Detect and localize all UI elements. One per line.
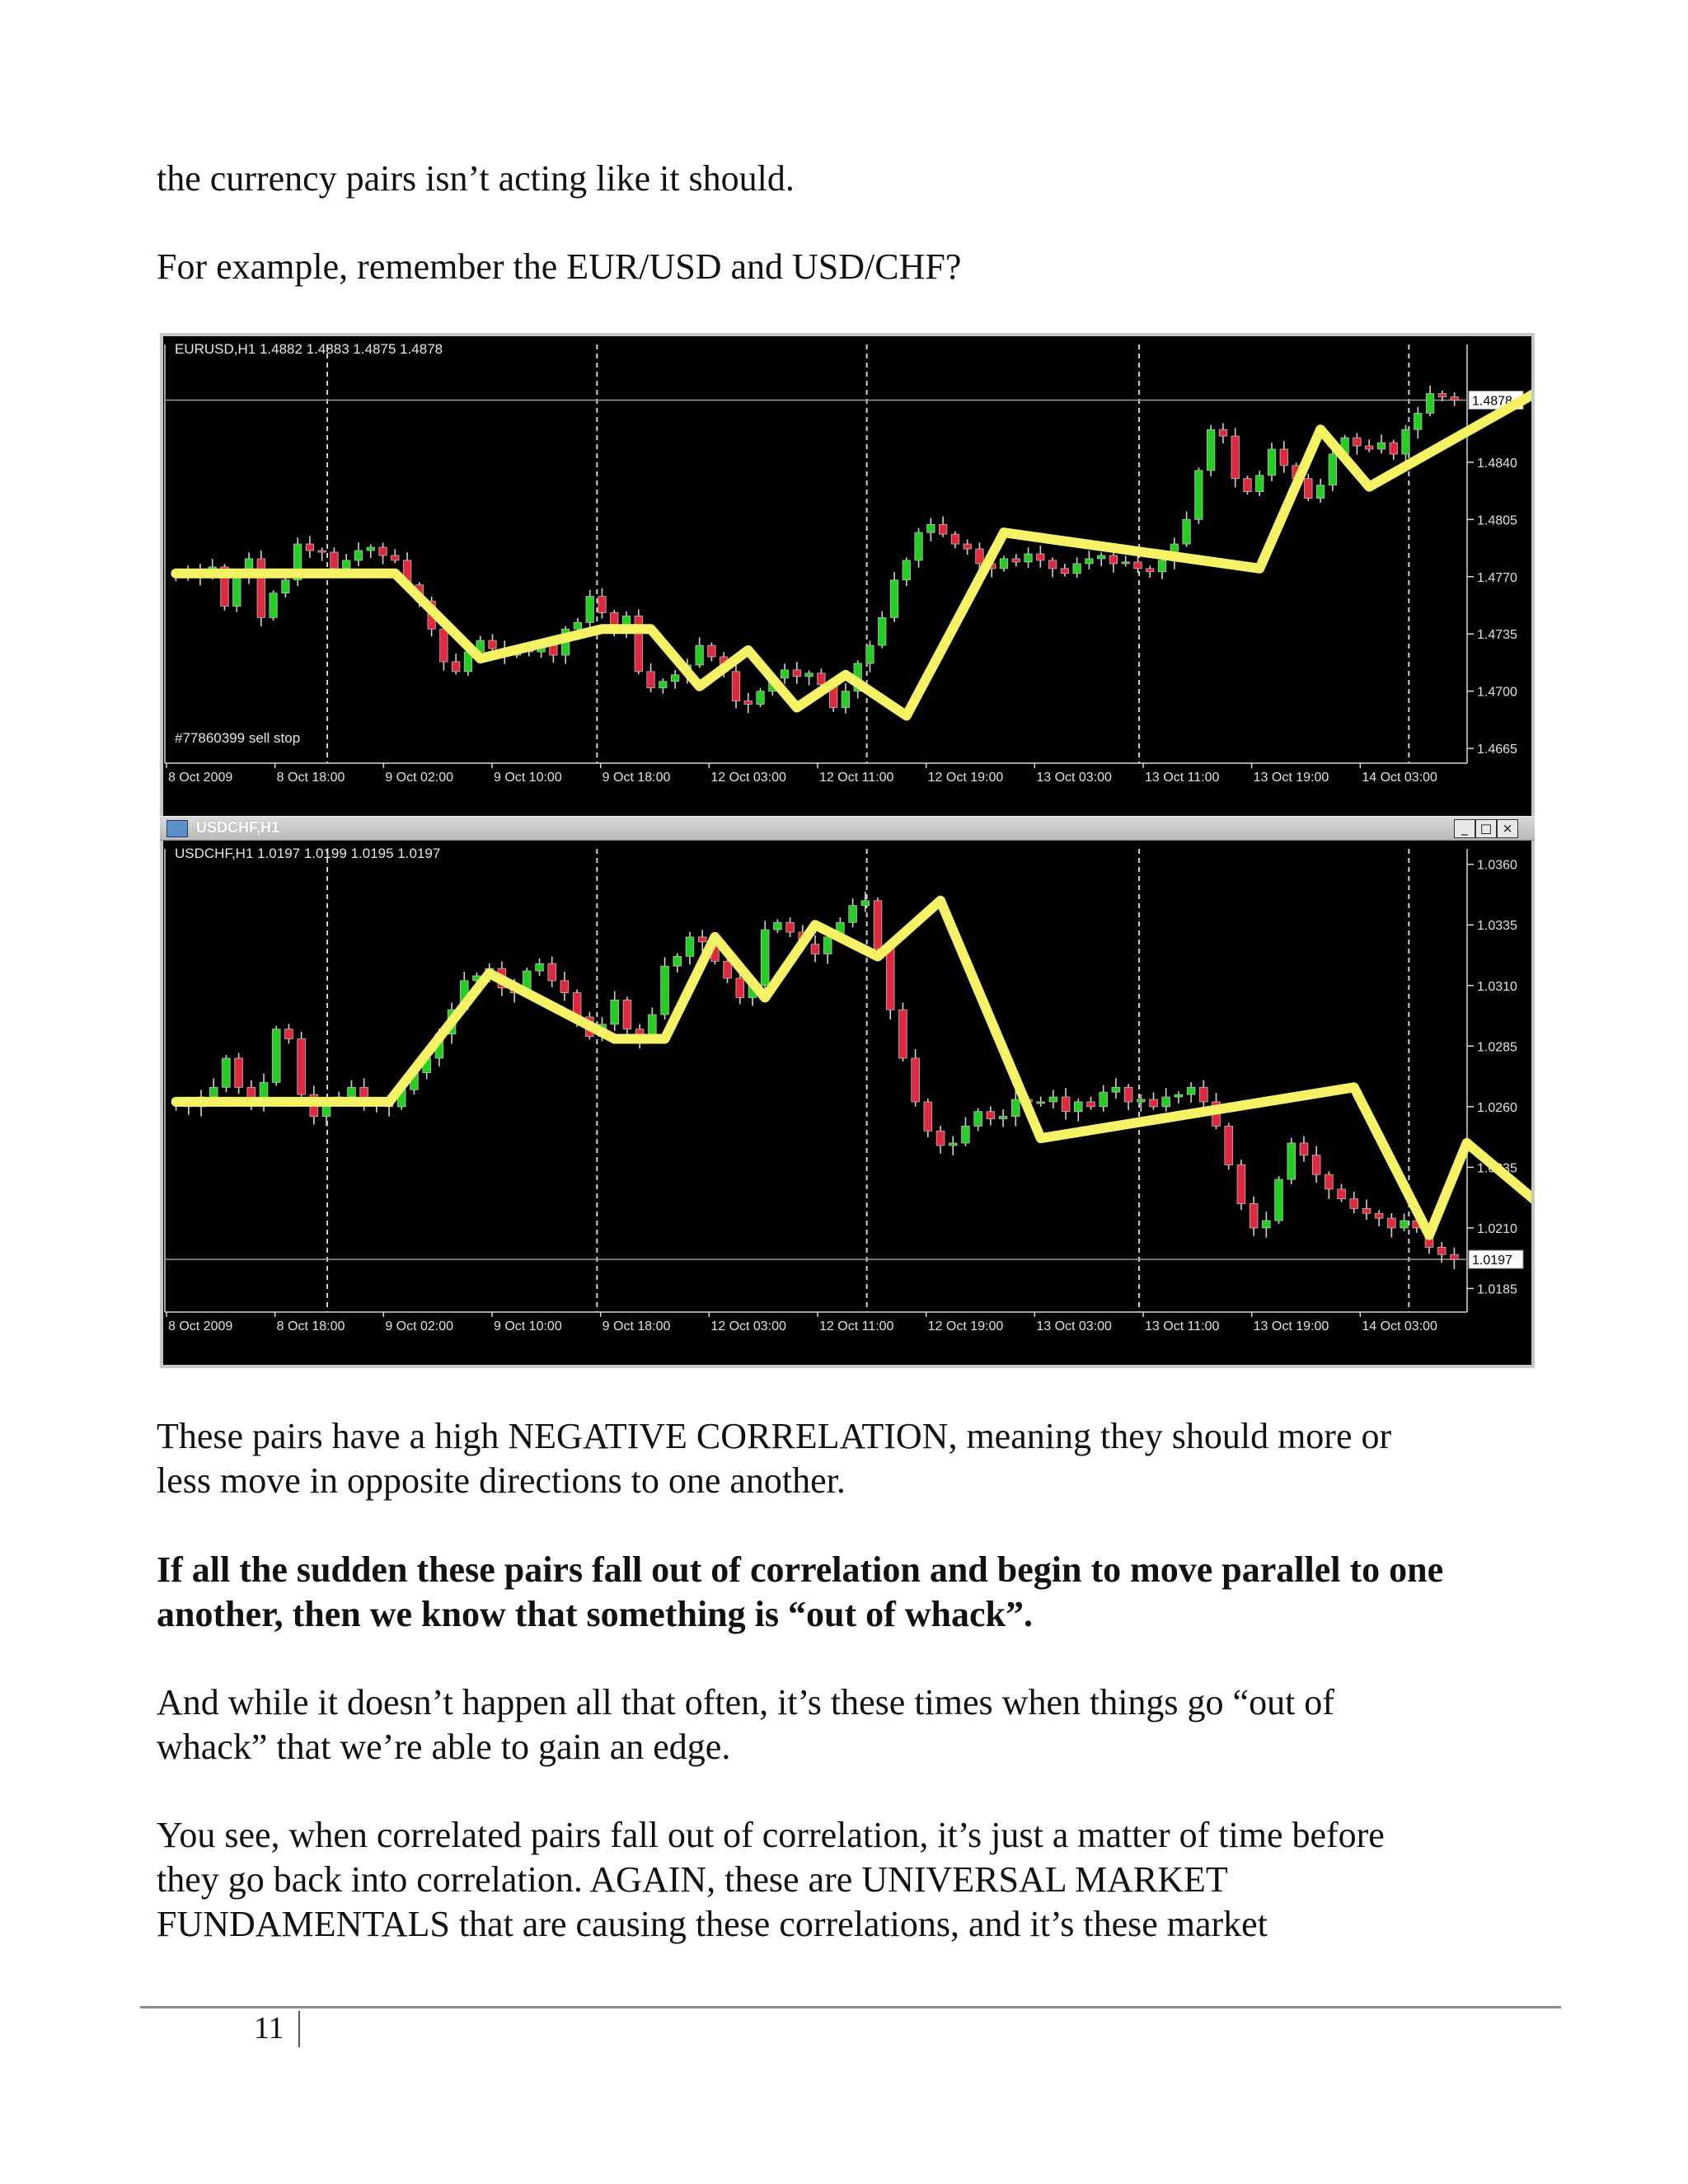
usdchf-candle xyxy=(912,1058,920,1102)
usdchf-candle xyxy=(811,944,819,954)
chart-screenshot xyxy=(160,333,1535,1368)
usdchf-candle xyxy=(1225,1126,1233,1165)
eurusd-candle xyxy=(392,555,399,560)
usdchf-candle xyxy=(285,1029,293,1039)
eurusd-candle xyxy=(1061,569,1068,574)
eurusd-candle xyxy=(793,670,800,677)
eurusd-candle xyxy=(1280,449,1287,466)
eurusd-x-tick-label: 12 Oct 19:00 xyxy=(927,771,1004,785)
usdchf-candle xyxy=(223,1058,231,1087)
eurusd-candle xyxy=(1244,479,1251,492)
usdchf-candle xyxy=(1150,1099,1158,1107)
usdchf-x-tick-label: 9 Oct 10:00 xyxy=(494,1319,562,1333)
usdchf-candle xyxy=(209,1087,218,1097)
usdchf-y-tick-label: 1.0285 xyxy=(1477,1040,1517,1055)
eurusd-candle xyxy=(1183,519,1190,544)
eurusd-candle xyxy=(1207,429,1214,471)
text-line: You see, when correlated pairs fall out of correlation, it’s just a matter of time before xyxy=(157,1815,1385,1855)
usdchf-candle xyxy=(1375,1213,1383,1218)
eurusd-candle xyxy=(1000,559,1007,569)
eurusd-candle xyxy=(1365,446,1372,449)
eurusd-candle xyxy=(964,544,971,549)
eurusd-candle xyxy=(915,532,922,560)
eurusd-candle xyxy=(1316,485,1324,499)
eurusd-chart-panel xyxy=(163,336,1531,816)
usdchf-candle xyxy=(1087,1102,1095,1107)
eurusd-y-tick-label: 1.4735 xyxy=(1477,628,1517,643)
usdchf-candle xyxy=(235,1058,243,1087)
eurusd-candle xyxy=(318,551,326,552)
eurusd-current-price-label: 1.4878 xyxy=(1472,394,1512,409)
eurusd-candle xyxy=(282,580,289,593)
usdchf-candle xyxy=(1162,1097,1170,1107)
eurusd-y-tick-label: 1.4805 xyxy=(1477,513,1517,528)
usdchf-info-label: USDCHF,H1 1.0197 1.0199 1.0195 1.0197 xyxy=(175,846,441,861)
usdchf-candle xyxy=(1074,1102,1082,1112)
usdchf-candle xyxy=(1011,1099,1020,1117)
eurusd-candle xyxy=(1329,454,1336,485)
usdchf-candle xyxy=(1175,1094,1183,1097)
usdchf-candle xyxy=(1312,1155,1320,1175)
eurusd-x-tick-label: 13 Oct 19:00 xyxy=(1253,771,1329,785)
usdchf-candle xyxy=(298,1038,306,1094)
order-label: #77860399 sell stop xyxy=(175,730,301,746)
window-title: USDCHF,H1 xyxy=(196,819,280,836)
usdchf-x-tick-label: 12 Oct 03:00 xyxy=(710,1319,786,1333)
usdchf-candle xyxy=(1199,1087,1207,1102)
text-line: they go back into correlation. AGAIN, these are UNIVERSAL MARKET xyxy=(157,1859,1228,1900)
eurusd-y-tick-label: 1.4770 xyxy=(1477,570,1517,585)
usdchf-candle xyxy=(1100,1092,1108,1107)
text-line: These pairs have a high NEGATIVE CORRELATION, meaning they should more or xyxy=(157,1416,1392,1456)
usdchf-candle xyxy=(849,906,857,923)
eurusd-x-tick-label: 12 Oct 03:00 xyxy=(710,771,786,785)
eurusd-x-tick-label: 9 Oct 10:00 xyxy=(494,771,562,785)
eurusd-candle xyxy=(257,559,265,617)
usdchf-candle xyxy=(1187,1087,1195,1094)
usdchf-x-tick-label: 8 Oct 2009 xyxy=(168,1319,233,1333)
eurusd-candle xyxy=(1353,438,1361,446)
eurusd-candle xyxy=(805,673,813,677)
eurusd-x-tick-label: 13 Oct 03:00 xyxy=(1036,771,1112,785)
eurusd-x-tick-label: 9 Oct 18:00 xyxy=(602,771,671,785)
usdchf-candle xyxy=(1124,1087,1132,1102)
usdchf-candle xyxy=(924,1102,932,1131)
eurusd-candle xyxy=(574,622,581,629)
usdchf-y-tick-label: 1.0235 xyxy=(1477,1161,1517,1176)
eurusd-candle xyxy=(1390,443,1397,454)
eurusd-candle xyxy=(598,597,606,613)
usdchf-candle xyxy=(724,961,732,978)
usdchf-candle xyxy=(1112,1087,1120,1092)
usdchf-y-tick-label: 1.0335 xyxy=(1477,919,1517,934)
eurusd-candle xyxy=(586,597,593,623)
eurusd-candle xyxy=(1097,555,1104,559)
eurusd-info-label: EURUSD,H1 1.4882 1.4883 1.4875 1.4878 xyxy=(175,341,443,357)
usdchf-candle xyxy=(1137,1099,1145,1102)
eurusd-candle xyxy=(866,645,874,663)
usdchf-x-tick-label: 9 Oct 02:00 xyxy=(385,1319,454,1333)
eurusd-candle xyxy=(233,577,241,607)
usdchf-candle xyxy=(1388,1218,1396,1228)
maximize-button[interactable]: □ xyxy=(1475,819,1497,838)
usdchf-y-tick-label: 1.0310 xyxy=(1477,979,1517,994)
eurusd-y-tick-label: 1.4665 xyxy=(1477,743,1517,757)
usdchf-candle xyxy=(1451,1254,1459,1259)
eurusd-candle xyxy=(354,551,362,560)
paragraph-out-of-whack xyxy=(157,1548,1541,1637)
eurusd-candle xyxy=(1109,555,1117,564)
usdchf-candle xyxy=(774,922,782,930)
eurusd-x-tick-label: 8 Oct 2009 xyxy=(168,771,233,785)
text-line: And while it doesn’t happen all that often, it’s these times when things go “out of xyxy=(157,1682,1334,1722)
eurusd-candle xyxy=(1195,471,1203,520)
usdchf-chart xyxy=(163,841,1531,1365)
usdchf-y-tick-label: 1.0260 xyxy=(1477,1100,1517,1115)
minimize-button[interactable]: _ xyxy=(1454,819,1475,838)
usdchf-candle xyxy=(1300,1143,1308,1155)
usdchf-candle xyxy=(886,949,894,1010)
usdchf-candle xyxy=(1262,1221,1270,1228)
eurusd-candle xyxy=(951,534,959,544)
usdchf-candle xyxy=(1062,1097,1070,1112)
usdchf-candle xyxy=(999,1117,1007,1119)
eurusd-candle xyxy=(976,549,983,564)
eurusd-candle xyxy=(452,662,459,672)
eurusd-candle xyxy=(732,672,739,701)
eurusd-candle xyxy=(1414,413,1422,429)
usdchf-x-tick-label: 13 Oct 03:00 xyxy=(1036,1319,1112,1333)
window-icon xyxy=(166,820,188,837)
close-button[interactable]: × xyxy=(1497,819,1518,838)
eurusd-candle xyxy=(781,670,788,678)
eurusd-candle xyxy=(342,560,349,569)
paragraph-edge xyxy=(157,1680,1541,1769)
usdchf-candle xyxy=(962,1126,970,1143)
usdchf-current-price-label: 1.0197 xyxy=(1472,1254,1512,1268)
text-line: whack” that we’re able to gain an edge. xyxy=(157,1727,731,1767)
eurusd-candle xyxy=(890,580,898,618)
usdchf-window-titlebar[interactable] xyxy=(160,816,1535,841)
usdchf-candle xyxy=(661,966,669,1015)
eurusd-candle xyxy=(489,640,496,649)
usdchf-x-tick-label: 14 Oct 03:00 xyxy=(1362,1319,1437,1333)
usdchf-candle xyxy=(874,901,882,949)
eurusd-candle xyxy=(1037,554,1044,560)
eurusd-x-tick-label: 13 Oct 11:00 xyxy=(1145,771,1220,785)
usdchf-x-tick-label: 8 Oct 18:00 xyxy=(276,1319,345,1333)
eurusd-candle xyxy=(1451,397,1458,401)
usdchf-candle xyxy=(1437,1247,1446,1254)
usdchf-candle xyxy=(861,901,870,906)
text-line: For example, remember the EUR/USD and USD/CHF? xyxy=(157,246,962,287)
eurusd-candle xyxy=(306,544,313,551)
eurusd-candle xyxy=(879,617,886,645)
eurusd-candle xyxy=(331,552,338,569)
usdchf-candle xyxy=(1362,1208,1371,1213)
eurusd-candle xyxy=(1134,562,1142,569)
usdchf-candle xyxy=(348,1087,356,1097)
usdchf-chart-panel xyxy=(163,841,1531,1365)
usdchf-x-tick-label: 13 Oct 19:00 xyxy=(1253,1319,1329,1333)
paragraph-fundamentals xyxy=(157,1813,1541,1947)
usdchf-y-tick-label: 1.0360 xyxy=(1477,858,1517,873)
eurusd-candle xyxy=(842,691,849,708)
paragraph-example xyxy=(157,245,1541,289)
eurusd-candle xyxy=(1305,479,1312,499)
usdchf-candle xyxy=(1237,1165,1245,1203)
text-line: less move in opposite directions to one another. xyxy=(157,1460,846,1501)
usdchf-candle xyxy=(1250,1203,1258,1227)
usdchf-x-tick-label: 13 Oct 11:00 xyxy=(1145,1319,1220,1333)
eurusd-candle xyxy=(1146,569,1154,572)
eurusd-candle xyxy=(1219,429,1226,436)
eurusd-x-tick-label: 8 Oct 18:00 xyxy=(276,771,345,785)
usdchf-candle xyxy=(761,930,769,986)
usdchf-candle xyxy=(698,937,706,942)
eurusd-candle xyxy=(1048,560,1056,569)
eurusd-candle xyxy=(367,547,374,551)
eurusd-chart xyxy=(163,336,1531,816)
usdchf-candle xyxy=(1049,1097,1057,1102)
usdchf-candle xyxy=(1400,1221,1409,1228)
eurusd-candle xyxy=(1402,429,1409,454)
usdchf-x-tick-label: 12 Oct 11:00 xyxy=(819,1319,894,1333)
text-line: If all the sudden these pairs fall out of correlation and begin to move parallel to one xyxy=(157,1549,1444,1590)
page-number: 11 xyxy=(254,2011,284,2046)
usdchf-candle xyxy=(786,922,795,932)
paragraph-negative-correlation xyxy=(157,1414,1541,1503)
text-line: another, then we know that something is “out of whack”. xyxy=(157,1594,1034,1634)
page-number-separator xyxy=(298,2011,300,2047)
usdchf-candle xyxy=(536,963,544,971)
usdchf-candle xyxy=(1338,1189,1346,1199)
eurusd-candle xyxy=(1085,559,1093,564)
usdchf-candle xyxy=(686,937,694,957)
footer-rule xyxy=(140,2006,1561,2008)
eurusd-candle xyxy=(647,672,654,688)
usdchf-candle xyxy=(974,1112,982,1127)
usdchf-candle xyxy=(1275,1179,1283,1221)
eurusd-candle xyxy=(1073,564,1081,574)
eurusd-candle xyxy=(659,682,667,688)
eurusd-candle xyxy=(550,645,557,655)
eurusd-candle xyxy=(1012,559,1020,562)
usdchf-candle xyxy=(936,1131,945,1146)
eurusd-candle xyxy=(379,547,387,555)
usdchf-candle xyxy=(623,1000,631,1029)
usdchf-y-tick-label: 1.0185 xyxy=(1477,1282,1517,1297)
eurusd-candle xyxy=(1122,562,1129,564)
eurusd-candle xyxy=(270,593,277,618)
eurusd-candle xyxy=(1256,476,1264,492)
eurusd-candle xyxy=(927,524,935,532)
usdchf-candle xyxy=(949,1143,957,1146)
usdchf-candle xyxy=(1350,1199,1358,1209)
eurusd-candle xyxy=(744,701,752,705)
usdchf-x-tick-label: 9 Oct 18:00 xyxy=(602,1319,671,1333)
usdchf-candle xyxy=(272,1029,280,1083)
eurusd-candle xyxy=(1268,449,1275,476)
usdchf-x-tick-label: 12 Oct 19:00 xyxy=(927,1319,1004,1333)
eurusd-candle xyxy=(1438,394,1446,397)
eurusd-candle xyxy=(1158,560,1165,572)
usdchf-candle xyxy=(1287,1143,1296,1179)
eurusd-candle xyxy=(818,673,825,685)
usdchf-candle xyxy=(823,937,832,954)
eurusd-candle xyxy=(671,675,678,682)
eurusd-candle xyxy=(903,560,910,580)
eurusd-candle xyxy=(708,645,715,657)
eurusd-candle xyxy=(939,524,946,534)
usdchf-candle xyxy=(560,981,569,993)
eurusd-candle xyxy=(757,691,764,705)
usdchf-y-tick-label: 1.0210 xyxy=(1477,1221,1517,1236)
usdchf-candle xyxy=(548,963,556,981)
eurusd-candle xyxy=(1025,554,1032,562)
eurusd-y-tick-label: 1.4700 xyxy=(1477,685,1517,700)
text-line: the currency pairs isn’t acting like it should. xyxy=(157,158,795,199)
usdchf-candle xyxy=(736,978,744,998)
eurusd-x-tick-label: 9 Oct 02:00 xyxy=(385,771,454,785)
eurusd-candle xyxy=(440,629,448,662)
usdchf-candle xyxy=(1037,1102,1045,1104)
usdchf-candle xyxy=(1325,1174,1333,1189)
eurusd-y-tick-label: 1.4840 xyxy=(1477,456,1517,471)
eurusd-candle xyxy=(1231,436,1239,479)
eurusd-candle xyxy=(1426,394,1433,414)
eurusd-candle xyxy=(696,645,703,665)
usdchf-candle xyxy=(611,1000,619,1024)
eurusd-x-tick-label: 14 Oct 03:00 xyxy=(1362,771,1437,785)
eurusd-candle xyxy=(1377,443,1385,449)
usdchf-candle xyxy=(987,1112,995,1119)
usdchf-candle xyxy=(673,956,682,966)
usdchf-trend-line xyxy=(176,901,1531,1269)
eurusd-x-tick-label: 12 Oct 11:00 xyxy=(819,771,894,785)
paragraph-intro xyxy=(157,157,1541,201)
usdchf-candle xyxy=(899,1010,907,1058)
text-line: FUNDAMENTALS that are causing these correlations, and it’s these market xyxy=(157,1904,1268,1944)
